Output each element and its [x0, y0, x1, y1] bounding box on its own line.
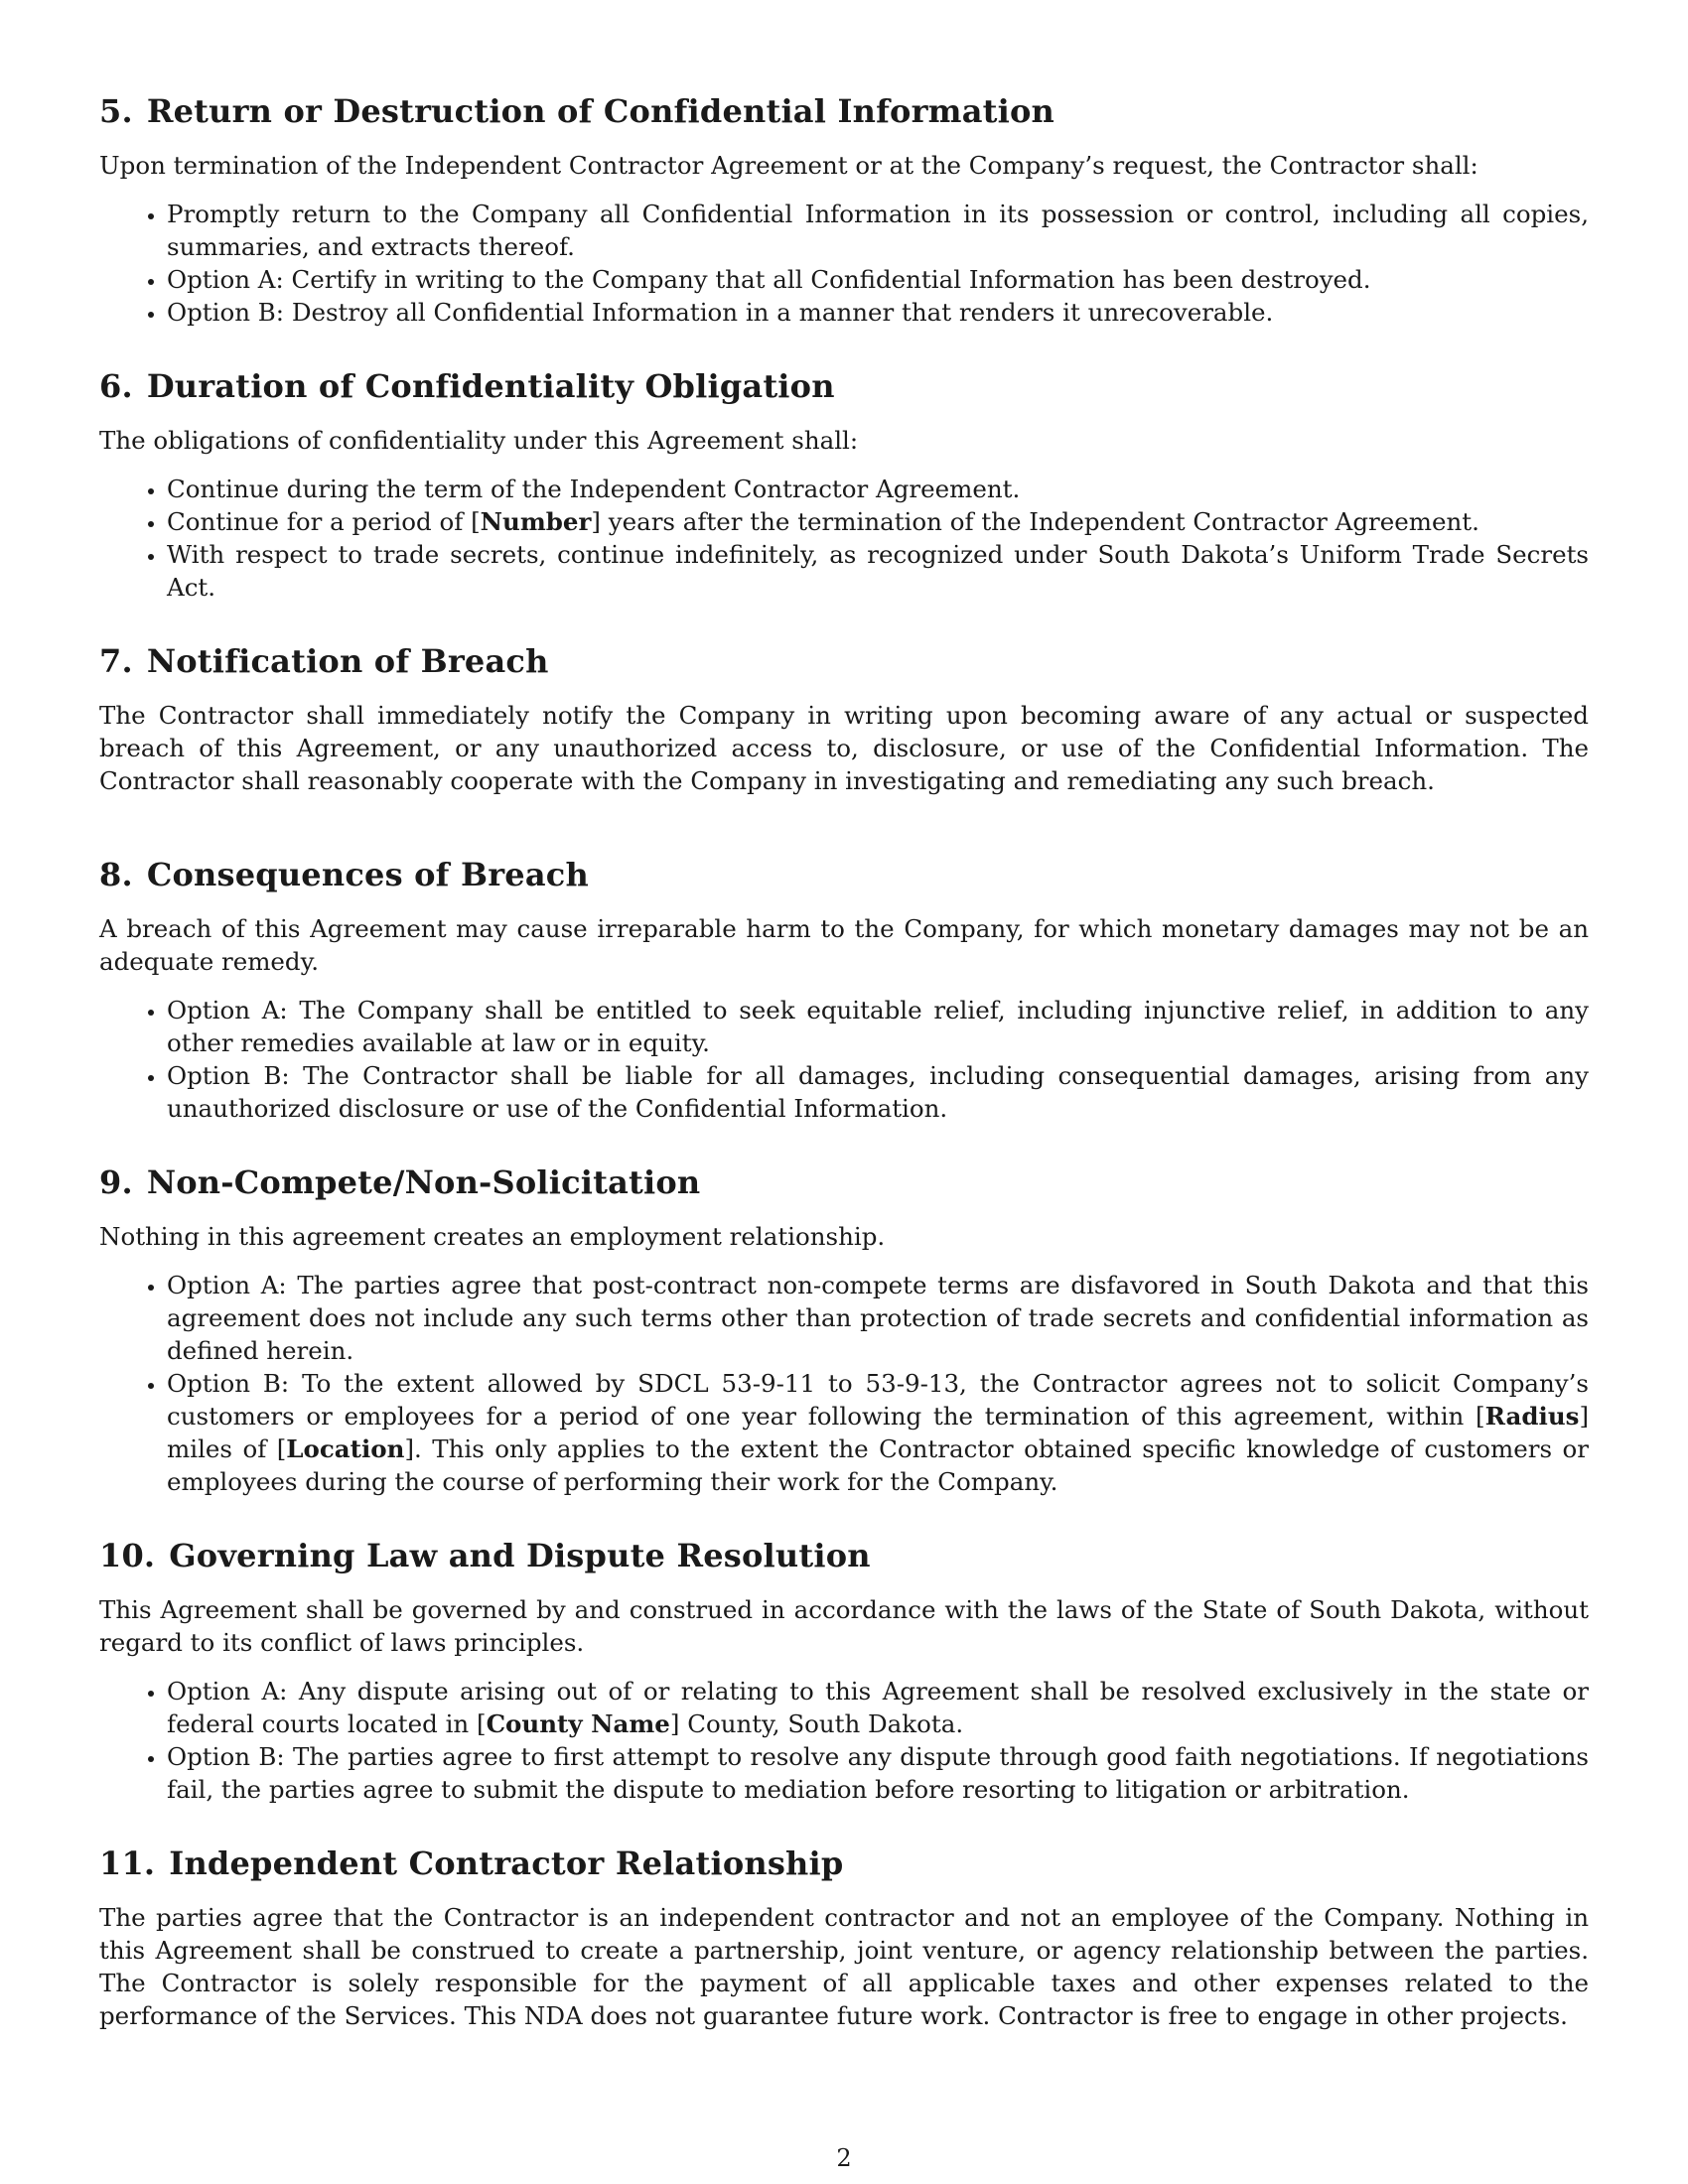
- section-heading: [99, 1536, 1589, 1575]
- list-item: • Option A: The parties agree that post-contract non-compete terms are disfavored in South Dakota and that this agreement does not include any such terms other than protection of trade secrets and confidential information as defined herein.: [167, 1269, 1589, 1367]
- section-title: Independent Contractor Relationship: [169, 1844, 844, 1882]
- document-page: [99, 91, 1589, 2090]
- section-intro: Upon termination of the Independent Contractor Agreement or at the Company’s request, the Contractor shall:: [99, 151, 1478, 180]
- section-title: Governing Law and Dispute Resolution: [169, 1537, 871, 1574]
- section-number: 7.: [99, 642, 133, 680]
- section-heading: [99, 366, 1589, 406]
- placeholder-number: Number: [480, 507, 592, 536]
- list-item: • Continue for a period of [Number] years after the termination of the Independent Contractor Agreement.: [167, 505, 1589, 538]
- section-number: 8.: [99, 856, 133, 893]
- section-number: 11.: [99, 1844, 156, 1882]
- section-title: Return or Destruction of Confidential Information: [146, 92, 1055, 130]
- section-5: [99, 91, 1589, 329]
- list-item: • Option B: The parties agree to first attempt to resolve any dispute through good faith negotiations. If negotiations fail, the parties agree to submit the dispute to mediation before resorting to litigation or arbitration.: [167, 1740, 1589, 1806]
- section-heading: [99, 91, 1589, 131]
- bullet-list: [99, 473, 1589, 604]
- list-item: • Option A: The Company shall be entitled to seek equitable relief, including injunctive relief, in addition to any other remedies available at law or in equity.: [167, 994, 1589, 1059]
- section-8: [99, 855, 1589, 1125]
- list-item: • Option A: Any dispute arising out of or relating to this Agreement shall be resolved exclusively in the state or federal courts located in [County Name] County, South Dakota.: [167, 1675, 1589, 1740]
- list-item: • Option B: The Contractor shall be liable for all damages, including consequential damages, arising from any unauthorized disclosure or use of the Confidential Information.: [167, 1059, 1589, 1125]
- section-number: 10.: [99, 1537, 156, 1574]
- section-title: Consequences of Breach: [146, 856, 589, 893]
- bullet-list: [99, 994, 1589, 1125]
- section-heading: [99, 1843, 1589, 1883]
- bullet-list: [99, 198, 1589, 329]
- list-item: • Promptly return to the Company all Confidential Information in its possession or control, including all copies, summaries, and extracts thereof.: [167, 198, 1589, 263]
- section-intro: The parties agree that the Contractor is an independent contractor and not an employee of the Company. Nothing in this Agreement shall be construed to create a partnership, joint venture, or agency relationship between the parties. The Contractor is solely responsible for the payment of all applicable taxes and other expenses related to the performance of the Services. This NDA does not guarantee future work. Contractor is free to engage in other projects.: [99, 1903, 1589, 2030]
- section-9: [99, 1162, 1589, 1498]
- section-title: Non-Compete/Non-Solicitation: [146, 1163, 701, 1201]
- section-6: [99, 366, 1589, 604]
- section-intro: Nothing in this agreement creates an employment relationship.: [99, 1222, 886, 1251]
- page-number: 2: [836, 2144, 852, 2172]
- section-heading: [99, 855, 1589, 894]
- bullet-list: [99, 1269, 1589, 1498]
- section-7: [99, 641, 1589, 797]
- placeholder-radius: Radius: [1484, 1402, 1580, 1431]
- bullet-list: [99, 1675, 1589, 1806]
- section-heading: [99, 1162, 1589, 1202]
- list-item: • Option A: Certify in writing to the Company that all Confidential Information has been destroyed.: [167, 263, 1589, 296]
- section-11: [99, 1843, 1589, 2032]
- section-intro: The Contractor shall immediately notify the Company in writing upon becoming aware of any actual or suspected breach of this Agreement, or any unauthorized access to, disclosure, or use of the Confidential Information. The Contractor shall reasonably cooperate with the Company in investigating and remediating any such breach.: [99, 701, 1589, 795]
- section-intro: This Agreement shall be governed by and construed in accordance with the laws of the State of South Dakota, without regard to its conflict of laws principles.: [99, 1595, 1589, 1657]
- list-item: • Option B: To the extent allowed by SDCL 53-9-11 to 53-9-13, the Contractor agrees not to solicit Company’s customers or employees for a period of one year following the termination of this agreement, within [Radius] miles of [Location]. This only applies to the extent the Contractor obtained specific knowledge of customers or employees during the course of performing their work for the Company.: [167, 1367, 1589, 1498]
- section-intro: The obligations of confidentiality under this Agreement shall:: [99, 426, 859, 455]
- section-intro: A breach of this Agreement may cause irreparable harm to the Company, for which monetary damages may not be an adequate remedy.: [99, 914, 1589, 976]
- section-heading: [99, 641, 1589, 681]
- section-number: 5.: [99, 92, 133, 130]
- list-item: • With respect to trade secrets, continue indefinitely, as recognized under South Dakota’s Uniform Trade Secrets Act.: [167, 538, 1589, 604]
- section-title: Duration of Confidentiality Obligation: [146, 367, 835, 405]
- section-10: [99, 1536, 1589, 1806]
- list-item: • Option B: Destroy all Confidential Information in a manner that renders it unrecoverable.: [167, 296, 1589, 329]
- section-number: 9.: [99, 1163, 133, 1201]
- section-number: 6.: [99, 367, 133, 405]
- list-item: • Continue during the term of the Independent Contractor Agreement.: [167, 473, 1589, 505]
- section-title: Notification of Breach: [146, 642, 549, 680]
- placeholder-county-name: County Name: [486, 1709, 670, 1738]
- placeholder-location: Location: [286, 1434, 405, 1463]
